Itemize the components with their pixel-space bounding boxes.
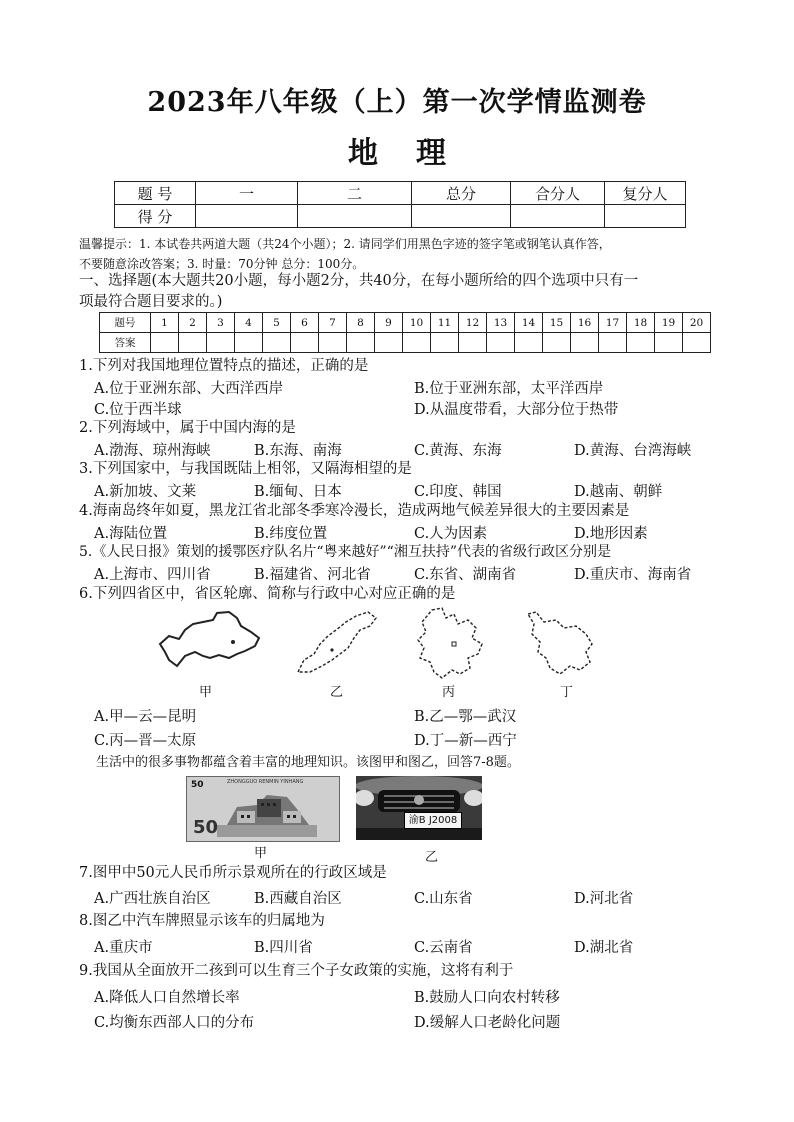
answer-cell[interactable] <box>291 333 319 353</box>
answer-cell[interactable] <box>487 333 515 353</box>
answer-number-cell: 5 <box>263 313 291 333</box>
score-header-cell: 一 <box>196 182 298 205</box>
option-a[interactable]: A.重庆市 <box>94 940 153 956</box>
car-front-icon <box>356 776 482 840</box>
score-table-header-row <box>115 182 686 205</box>
score-cell[interactable] <box>196 205 298 228</box>
answer-cell[interactable] <box>543 333 571 353</box>
score-row-label: 得 分 <box>115 205 196 228</box>
car-image <box>356 776 482 840</box>
answer-number-cell: 13 <box>487 313 515 333</box>
banknote-value: 50 <box>193 817 219 838</box>
option-c[interactable]: C.黄海、东海 <box>414 443 502 459</box>
score-cell[interactable] <box>412 205 511 228</box>
province-outline-yi <box>292 608 382 678</box>
option-c[interactable]: C.山东省 <box>414 891 473 907</box>
tip-line: 温馨提示：1. 本试卷共两道大题（共24个小题）；2. 请同学们用黑色字迹的签字笔或钢笔认真作答， <box>79 237 611 251</box>
map-label-jia: 甲 <box>199 685 213 700</box>
answer-number-cell: 3 <box>207 313 235 333</box>
answer-number-cell: 12 <box>459 313 487 333</box>
option-d[interactable]: D.丁—新—西宁 <box>414 733 517 749</box>
answer-cell[interactable] <box>571 333 599 353</box>
option-c[interactable]: C.人为因素 <box>414 526 488 542</box>
option-d[interactable]: D.地形因素 <box>574 526 648 542</box>
score-header-cell: 合分人 <box>511 182 605 205</box>
answer-table <box>99 312 711 353</box>
score-cell[interactable] <box>511 205 605 228</box>
answer-label: 答案 <box>100 333 151 353</box>
option-b[interactable]: B.鼓励人口向农村转移 <box>414 990 560 1006</box>
answer-number-cell: 7 <box>319 313 347 333</box>
answer-cell[interactable] <box>207 333 235 353</box>
answer-number-cell: 8 <box>347 313 375 333</box>
answer-number-cell: 9 <box>375 313 403 333</box>
exam-tip <box>79 234 719 274</box>
banknote-image <box>186 776 340 842</box>
option-a[interactable]: A.降低人口自然增长率 <box>94 990 240 1006</box>
answer-number-cell: 16 <box>571 313 599 333</box>
option-b[interactable]: B.缅甸、日本 <box>254 484 342 500</box>
answer-cell[interactable] <box>683 333 711 353</box>
option-d[interactable]: D.河北省 <box>574 891 634 907</box>
answer-number-cell: 14 <box>515 313 543 333</box>
province-outline-jia <box>155 608 265 670</box>
answer-cell[interactable] <box>403 333 431 353</box>
option-b[interactable]: B.东海、南海 <box>254 443 342 459</box>
option-d[interactable]: D.越南、朝鲜 <box>574 484 663 500</box>
photo-label-yi: 乙 <box>425 850 439 865</box>
license-plate: 渝B J2008 <box>404 812 462 829</box>
answer-cell[interactable] <box>459 333 487 353</box>
option-c[interactable]: C.丙—晋—太原 <box>94 733 197 749</box>
answer-cell[interactable] <box>263 333 291 353</box>
banknote-value-top: 50 <box>191 780 204 790</box>
answer-number-cell: 10 <box>403 313 431 333</box>
question-3: 3.下列国家中，与我国既陆上相邻，又隔海相望的是 <box>79 461 412 477</box>
score-cell[interactable] <box>605 205 686 228</box>
map-label-ding: 丁 <box>560 685 574 700</box>
province-outline-bing <box>412 604 492 684</box>
answer-number-cell: 1 <box>151 313 179 333</box>
option-b[interactable]: B.乙—鄂—武汉 <box>414 709 517 725</box>
option-a[interactable]: A.上海市、四川省 <box>94 567 211 583</box>
exam-title: 2023年八年级（上）第一次学情监测卷 <box>147 87 647 118</box>
option-d[interactable]: D.重庆市、海南省 <box>574 567 692 583</box>
question-8: 8.图乙中汽车牌照显示该车的归属地为 <box>79 913 325 929</box>
score-table-score-row <box>115 205 686 228</box>
score-header-cell: 复分人 <box>605 182 686 205</box>
question-2: 2.下列海域中，属于中国内海的是 <box>79 420 296 436</box>
province-outline-ding <box>520 608 600 678</box>
option-b[interactable]: B.西藏自治区 <box>254 891 342 907</box>
section-line: 一、选择题(本大题共20小题，每小题2分，共40分，在每小题所给的四个选项中只有一 <box>79 273 639 289</box>
answer-cell[interactable] <box>375 333 403 353</box>
answer-number-cell: 20 <box>683 313 711 333</box>
answer-cell[interactable] <box>655 333 683 353</box>
answer-cell[interactable] <box>179 333 207 353</box>
option-b[interactable]: B.福建省、河北省 <box>254 567 371 583</box>
question-6: 6.下列四省区中，省区轮廓、简称与行政中心对应正确的是 <box>79 586 456 602</box>
score-table <box>114 181 686 228</box>
question-9: 9.我国从全面放开二孩到可以生育三个子女政策的实施，这将有利于 <box>79 963 514 979</box>
option-c[interactable]: C.均衡东西部人口的分布 <box>94 1015 255 1031</box>
answer-cell[interactable] <box>347 333 375 353</box>
photo-label-jia: 甲 <box>254 846 268 861</box>
answer-cell[interactable] <box>627 333 655 353</box>
question-4: 4.海南岛终年如夏，黑龙江省北部冬季寒冷漫长，造成两地气候差异很大的主要因素是 <box>79 503 630 519</box>
option-a[interactable]: A.广西壮族自治区 <box>94 891 211 907</box>
subject-title: 地理 <box>348 136 484 171</box>
option-d[interactable]: D.缓解人口老龄化问题 <box>414 1015 561 1031</box>
question-7: 7.图甲中50元人民币所示景观所在的行政区域是 <box>79 865 387 881</box>
map-label-bing: 丙 <box>442 685 456 700</box>
option-c[interactable]: C.印度、韩国 <box>414 484 502 500</box>
score-header-cell: 二 <box>298 182 412 205</box>
question-5: 5.《人民日报》策划的援鄂医疗队名片“粤来越好”“湘互扶持”代表的省级行政区分别是 <box>79 544 611 560</box>
answer-cell[interactable] <box>235 333 263 353</box>
answer-row <box>100 333 711 353</box>
option-a[interactable]: A.渤海、琼州海峡 <box>94 443 211 459</box>
answer-number-cell: 17 <box>599 313 627 333</box>
score-cell[interactable] <box>298 205 412 228</box>
answer-cell[interactable] <box>319 333 347 353</box>
score-header-cell: 总分 <box>412 182 511 205</box>
answer-number-cell: 15 <box>543 313 571 333</box>
answer-cell[interactable] <box>515 333 543 353</box>
section-heading <box>79 271 719 313</box>
answer-number-cell: 6 <box>291 313 319 333</box>
option-d[interactable]: D.从温度带看，大部分位于热带 <box>414 402 619 418</box>
answer-cell[interactable] <box>431 333 459 353</box>
option-c[interactable]: C.云南省 <box>414 940 473 956</box>
option-b[interactable]: B.位于亚洲东部，太平洋西岸 <box>414 381 604 397</box>
question-stem: 1.下列对我国地理位置特点的描述，正确的是 <box>79 358 369 374</box>
option-d[interactable]: D.湖北省 <box>574 940 634 956</box>
answer-number-row <box>100 313 711 333</box>
map-label-yi: 乙 <box>330 685 344 700</box>
question-1 <box>79 356 368 376</box>
answer-number-cell: 11 <box>431 313 459 333</box>
answer-number-label: 题号 <box>100 313 151 333</box>
answer-number-cell: 18 <box>627 313 655 333</box>
photo-intro: 生活中的很多事物都蕴含着丰富的地理知识。该图甲和图乙，回答7-8题。 <box>96 755 520 770</box>
score-header-cell: 题 号 <box>115 182 196 205</box>
answer-cell[interactable] <box>151 333 179 353</box>
option-c[interactable]: C.位于西半球 <box>94 402 182 418</box>
option-c[interactable]: C.东省、湖南省 <box>414 567 517 583</box>
answer-number-cell: 2 <box>179 313 207 333</box>
option-a[interactable]: A.甲—云—昆明 <box>94 709 197 725</box>
answer-number-cell: 4 <box>235 313 263 333</box>
section-line: 项最符合题目要求的。) <box>79 294 223 310</box>
option-d[interactable]: D.黄海、台湾海峡 <box>574 443 692 459</box>
option-a[interactable]: A.位于亚洲东部、大西洋西岸 <box>94 381 284 397</box>
tip-line: 不要随意涂改答案；3. 时量：70分钟 总分：100分。 <box>79 257 365 271</box>
banknote-top-text: ZHONGGUO RENMIN YINHANG <box>227 779 304 785</box>
option-b[interactable]: B.纬度位置 <box>254 526 328 542</box>
answer-cell[interactable] <box>599 333 627 353</box>
option-b[interactable]: B.四川省 <box>254 940 313 956</box>
potala-palace-icon <box>217 785 317 837</box>
option-a[interactable]: A.海陆位置 <box>94 526 168 542</box>
option-a[interactable]: A.新加坡、文莱 <box>94 484 197 500</box>
answer-number-cell: 19 <box>655 313 683 333</box>
